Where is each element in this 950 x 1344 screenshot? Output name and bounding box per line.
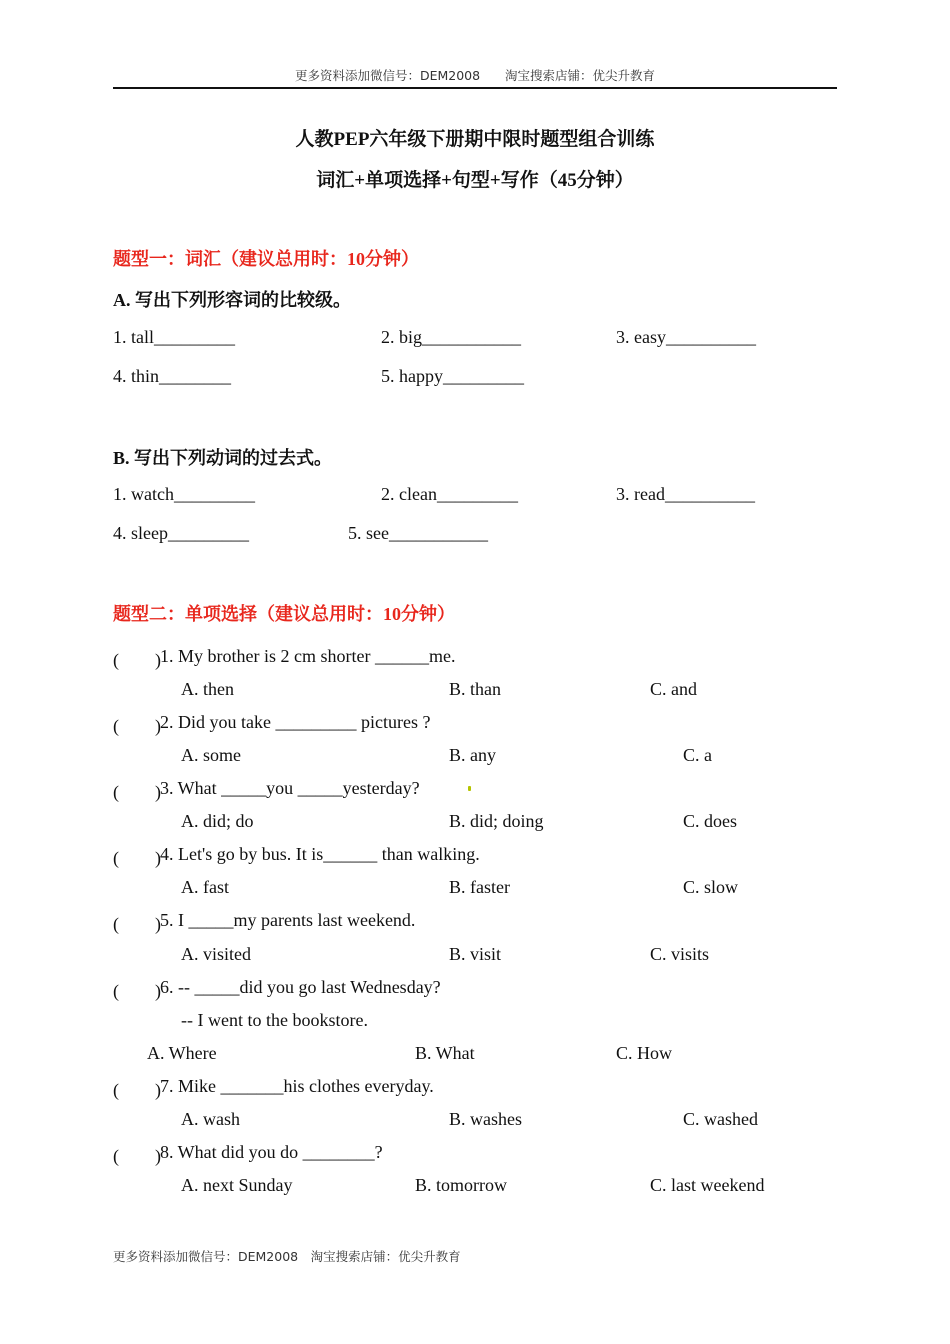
option: C. does — [683, 811, 737, 831]
option: A. fast — [181, 877, 229, 897]
option: C. How — [616, 1043, 673, 1063]
doc-title: 人教PEP六年级下册期中限时题型组合训练 — [295, 129, 655, 150]
option: B. any — [449, 745, 496, 765]
option: A. then — [181, 679, 234, 699]
option: B. What — [415, 1043, 475, 1063]
answer-bracket: ( ) — [113, 1146, 161, 1166]
question-stem: 6. -- _____did you go last Wednesday? — [160, 977, 441, 997]
page-footer: 更多资料添加微信号：DEM2008 淘宝搜索店铺：优尖升教育 — [113, 1249, 461, 1264]
partB-item: 3. read__________ — [616, 484, 755, 504]
answer-bracket: ( ) — [113, 1080, 161, 1100]
answer-bracket: ( ) — [113, 782, 161, 802]
partA-instruction: A. 写出下列形容词的比较级。 — [113, 290, 351, 310]
option: A. visited — [181, 944, 251, 964]
option: C. last weekend — [650, 1175, 765, 1195]
partA-item: 2. big___________ — [381, 327, 522, 347]
option: C. washed — [683, 1109, 758, 1129]
answer-bracket: ( ) — [113, 716, 161, 736]
option: A. some — [181, 745, 241, 765]
answer-line: -- I went to the bookstore. — [181, 1010, 368, 1030]
answer-bracket: ( ) — [113, 981, 161, 1001]
question-stem: 8. What did you do ________? — [160, 1142, 383, 1162]
partA-item: 1. tall_________ — [113, 327, 235, 347]
option: B. than — [449, 679, 501, 699]
question-stem: 5. I _____my parents last weekend. — [160, 910, 416, 930]
answer-bracket: ( ) — [113, 650, 161, 670]
option: B. faster — [449, 877, 510, 897]
partB-item: 1. watch_________ — [113, 484, 255, 504]
option: B. tomorrow — [415, 1175, 507, 1195]
header-rule — [113, 87, 837, 89]
question-stem: 7. Mike _______his clothes everyday. — [160, 1076, 434, 1096]
option: A. did; do — [181, 811, 254, 831]
partA-item: 3. easy__________ — [616, 327, 756, 347]
option: A. wash — [181, 1109, 240, 1129]
partB-item: 2. clean_________ — [381, 484, 518, 504]
option: B. washes — [449, 1109, 522, 1129]
option: C. and — [650, 679, 697, 699]
stray-mark — [468, 786, 471, 791]
section1-heading: 题型一：词汇（建议总用时：10分钟） — [113, 249, 419, 269]
partB-instruction: B. 写出下列动词的过去式。 — [113, 448, 333, 468]
doc-subtitle: 词汇+单项选择+句型+写作（45分钟） — [316, 170, 634, 191]
option: A. next Sunday — [181, 1175, 293, 1195]
answer-bracket: ( ) — [113, 848, 161, 868]
option: A. Where — [147, 1043, 217, 1063]
question-stem: 1. My brother is 2 cm shorter ______me. — [160, 646, 456, 666]
question-stem: 2. Did you take _________ pictures ? — [160, 712, 431, 732]
partA-item: 5. happy_________ — [381, 366, 524, 386]
question-stem: 3. What _____you _____yesterday? — [160, 778, 420, 798]
partA-item: 4. thin________ — [113, 366, 232, 386]
section2-heading: 题型二：单项选择（建议总用时：10分钟） — [113, 604, 455, 624]
page-header: 更多资料添加微信号：DEM2008 淘宝搜索店铺：优尖升教育 — [294, 68, 656, 83]
option: C. visits — [650, 944, 710, 964]
option: C. a — [683, 745, 712, 765]
option: B. visit — [449, 944, 502, 964]
partB-item: 4. sleep_________ — [113, 523, 249, 543]
partB-item: 5. see___________ — [348, 523, 488, 543]
option: B. did; doing — [449, 811, 544, 831]
question-stem: 4. Let's go by bus. It is______ than walking. — [160, 844, 480, 864]
answer-bracket: ( ) — [113, 914, 161, 934]
option: C. slow — [683, 877, 739, 897]
